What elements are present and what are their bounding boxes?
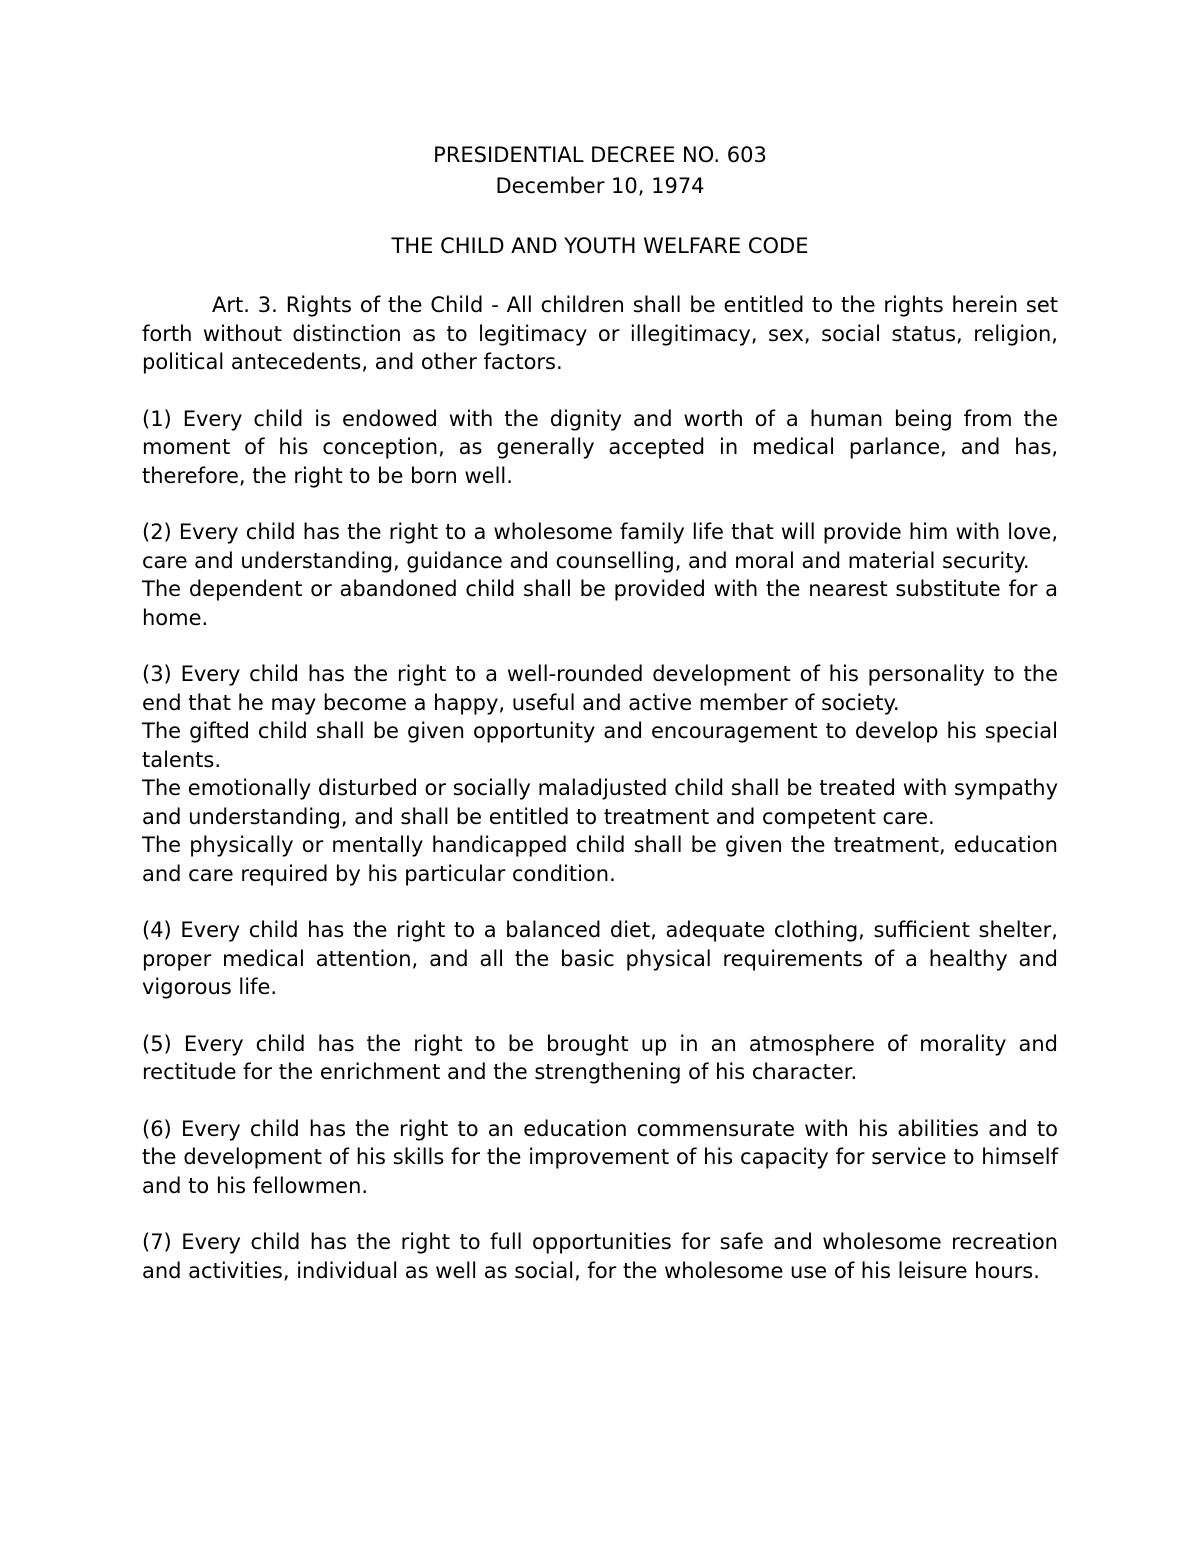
right-7: (7) Every child has the right to full opportunities for safe and wholesome recreation and activities, individual as well as social, for the wholesome use of his leisure hours. xyxy=(142,1230,1058,1283)
right-1: (1) Every child is endowed with the dignity and worth of a human being from the moment of his conception, as generally accepted in medical parlance, and has, therefore, the right to be born well. xyxy=(142,406,1058,488)
code-title: THE CHILD AND YOUTH WELFARE CODE xyxy=(391,234,809,258)
right-5: (5) Every child has the right to be brought up in an atmosphere of morality and rectitude for the enrichment and the strengthening of his character. xyxy=(142,1031,1058,1084)
decree-date: December 10, 1974 xyxy=(495,174,705,198)
document-page xyxy=(142,140,1058,1285)
right-4: (4) Every child has the right to a balanced diet, adequate clothing, sufficient shelter, proper medical attention, and all the basic physical requirements of a healthy and vigorous life. xyxy=(142,918,1058,999)
right-6: (6) Every child has the right to an education commensurate with his abilities and to the development of his skills for the improvement of his capacity for service to himself and to his fellowmen. xyxy=(142,1116,1058,1198)
right-3-continuation-3: The physically or mentally handicapped child shall be given the treatment, education and care required by his particular condition. xyxy=(142,833,1058,886)
right-3-continuation-2: The emotionally disturbed or socially maladjusted child shall be treated with sympathy and understanding, and shall be entitled to treatment and competent care. xyxy=(142,776,1058,829)
right-3: (3) Every child has the right to a well-rounded development of his personality to the end that he may become a happy, useful and active member of society. xyxy=(142,662,1058,715)
right-3-continuation-1: The gifted child shall be given opportunity and encouragement to develop his special talents. xyxy=(142,719,1058,772)
right-2-continuation-1: The dependent or abandoned child shall be provided with the nearest substitute for a home. xyxy=(142,577,1058,630)
decree-number: PRESIDENTIAL DECREE NO. 603 xyxy=(433,143,767,167)
article-intro: Art. 3. Rights of the Child - All children shall be entitled to the rights herein set forth without distinction as to legitimacy or illegitimacy, sex, social status, religion, political antecedents, and other factors. xyxy=(142,293,1058,374)
right-2: (2) Every child has the right to a wholesome family life that will provide him with love, care and understanding, guidance and counselling, and moral and material security. xyxy=(142,520,1058,573)
